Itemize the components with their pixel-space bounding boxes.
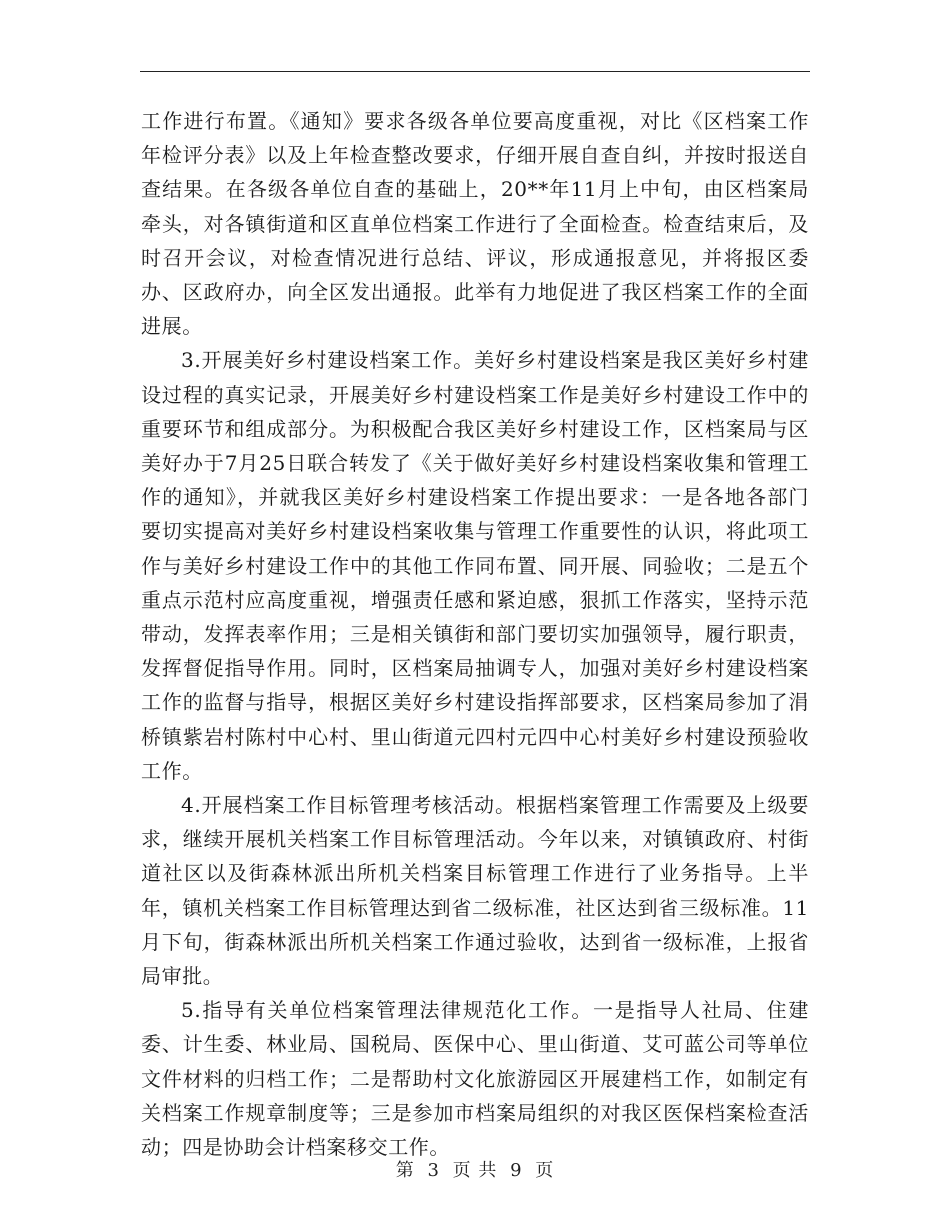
paragraph-2: 3.开展美好乡村建设档案工作。美好乡村建设档案是我区美好乡村建设过程的真实记录，开展美好乡村建设档案工作是美好乡村建设工作中的重要环节和组成部分。为积极配合我区美好乡村建设工作，区档案局与区美好办于7月25日联合转发了《关于做好美好乡村建设档案收集和管理工作的通知》，并就我区美好乡村建设档案工作提出要求：一是各地各部门要切实提高对美好乡村建设档案收集与管理工作重要性的认识，将此项工作与美好乡村建设工作中的其他工作同布置、同开展、同验收；二是五个重点示范村应高度重视，增强责任感和紧迫感，狠抓工作落实，坚持示范带动，发挥表率作用；三是相关镇街和部门要切实加强领导，履行职责，发挥督促指导作用。同时，区档案局抽调专人，加强对美好乡村建设档案工作的监督与指导，根据区美好乡村建设指挥部要求，区档案局参加了涓桥镇紫岩村陈村中心村、里山街道元四村元四中心村美好乡村建设预验收工作。 [141,348,809,783]
footer-current-page: 3 [427,1160,440,1181]
page-footer [0,1156,950,1182]
footer-total-pages: 9 [510,1160,523,1181]
header-rule [140,71,810,72]
paragraph-4: 5.指导有关单位档案管理法律规范化工作。一是指导人社局、住建委、计生委、林业局、国税局、医保中心、里山街道、艾可蓝公司等单位文件材料的归档工作；二是帮助村文化旅游园区开展建档工作，如制定有关档案工作规章制度等；三是参加市档案局组织的对我区医保档案检查活动；四是协助会计档案移交工作。 [141,998,809,1160]
paragraph-3: 4.开展档案工作目标管理考核活动。根据档案管理工作需要及上级要求，继续开展机关档案工作目标管理活动。今年以来，对镇镇政府、村街道社区以及街森林派出所机关档案目标管理工作进行了业务指导。上半年，镇机关档案工作目标管理达到省二级标准，社区达到省三级标准。11月下旬，街森林派出所机关档案工作通过验收，达到省一级标准，上报省局审批。 [141,793,809,989]
footer-suffix: 页 [535,1160,555,1181]
footer-prefix: 第 [395,1160,415,1181]
paragraph-1: 工作进行布置。《通知》要求各级各单位要高度重视，对比《区档案工作年检评分表》以及上年检查整改要求，仔细开展自查自纠，并按时报送自查结果。在各级各单位自查的基础上，20**年11月上中旬，由区档案局牵头，对各镇街道和区直单位档案工作进行了全面检查。检查结束后，及时召开会议，对检查情况进行总结、评议，形成通报意见，并将报区委办、区政府办，向全区发出通报。此举有力地促进了我区档案工作的全面进展。 [141,109,809,339]
document-body [141,104,809,1164]
footer-middle: 页 共 [452,1160,498,1181]
